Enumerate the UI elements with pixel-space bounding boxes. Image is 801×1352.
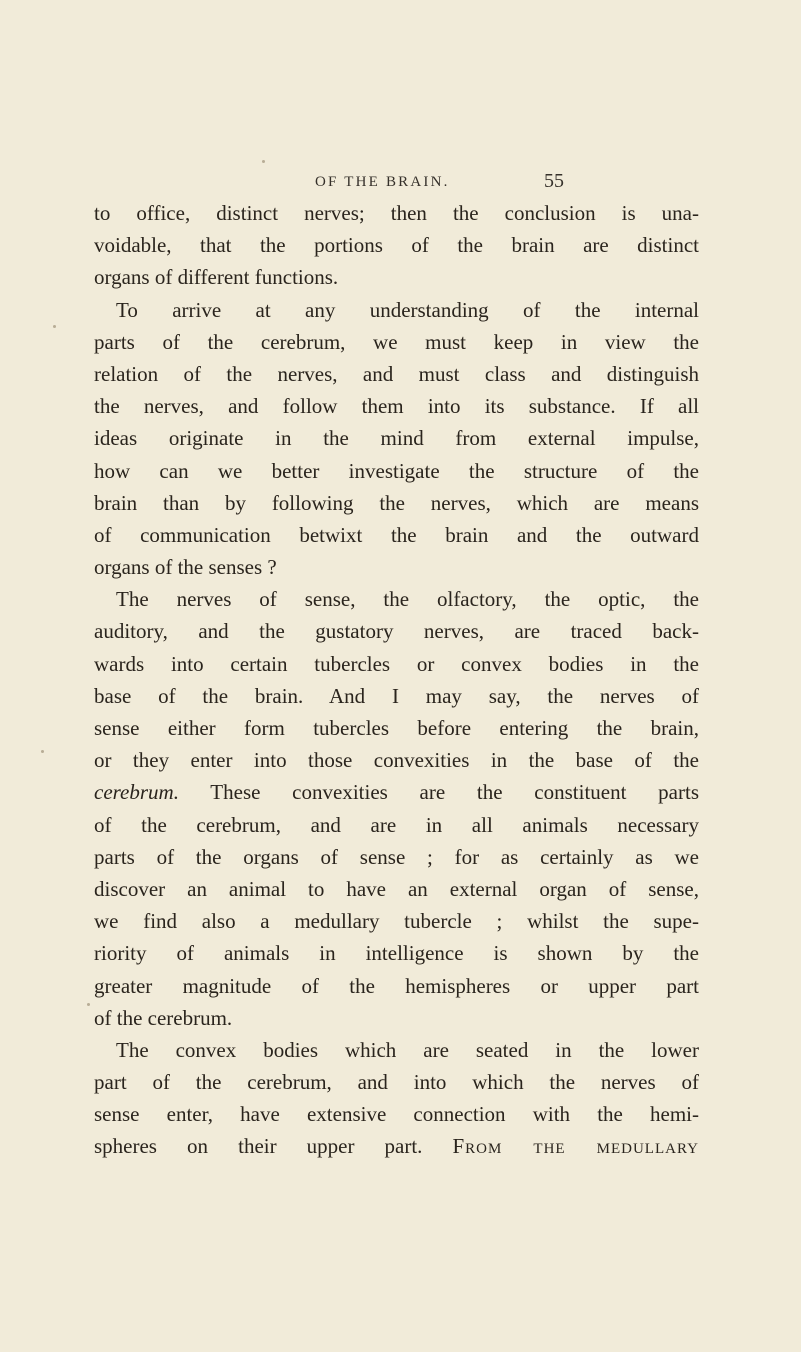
text-line: or they enter into those convexities in the base of the bbox=[94, 748, 699, 773]
text-line: part of the cerebrum, and into which the nerves of bbox=[94, 1070, 699, 1095]
text-line: the nerves, and follow them into its substance. If all bbox=[94, 394, 699, 419]
text-line: auditory, and the gustatory nerves, are traced back- bbox=[94, 619, 699, 644]
text-line: brain than by following the nerves, which are means bbox=[94, 490, 699, 515]
text-line: sense enter, have extensive connection with the hemi- bbox=[94, 1102, 699, 1127]
text-line: organs of the senses ? bbox=[94, 555, 277, 580]
text-line: wards into certain tubercles or convex bodies in the bbox=[94, 651, 699, 676]
text-line: we find also a medullary tubercle ; whilst the supe- bbox=[94, 909, 699, 934]
running-head bbox=[0, 170, 801, 196]
text-line: voidable, that the portions of the brain are distinct bbox=[94, 233, 699, 258]
text-line: The nerves of sense, the olfactory, the optic, the bbox=[116, 587, 699, 612]
text-line: how can we better investigate the structure of the bbox=[94, 458, 699, 483]
text-line: base of the brain. And I may say, the nerves of bbox=[94, 683, 699, 708]
text-line: to office, distinct nerves; then the conclusion is una- bbox=[94, 201, 699, 225]
text-line: parts of the organs of sense ; for as certainly as we bbox=[94, 844, 699, 869]
text-line: spheres on their upper part. From the medullary bbox=[94, 1134, 699, 1159]
text-line: greater magnitude of the hemispheres or upper part bbox=[94, 973, 699, 998]
catchword: From the medullary bbox=[452, 1134, 699, 1159]
text-line: relation of the nerves, and must class and distinguish bbox=[94, 361, 699, 386]
page-number: 55 bbox=[544, 170, 564, 192]
text-line: of the cerebrum. bbox=[94, 1005, 233, 1030]
text-line: of the cerebrum, and are in all animals necessary bbox=[94, 812, 699, 837]
text-line: The convex bodies which are seated in the lower bbox=[116, 1037, 699, 1062]
text-line: parts of the cerebrum, we must keep in view the bbox=[94, 329, 699, 354]
paper-speck bbox=[53, 325, 56, 328]
body-text bbox=[94, 197, 699, 1163]
text-line: discover an animal to have an external organ of sense, bbox=[94, 876, 699, 901]
text-line: riority of animals in intelligence is shown by the bbox=[94, 941, 699, 966]
paper-speck bbox=[87, 1003, 90, 1006]
text-line: ideas originate in the mind from external impulse, bbox=[94, 426, 699, 451]
text-line: of communication betwixt the brain and the outward bbox=[94, 522, 699, 547]
running-title: OF THE BRAIN. bbox=[315, 174, 450, 190]
paper-speck bbox=[262, 160, 265, 163]
text-line: sense either form tubercles before entering the brain, bbox=[94, 716, 699, 740]
text-line: cerebrum. These convexities are the constituent parts bbox=[94, 780, 699, 805]
text-line: organs of different functions. bbox=[94, 265, 339, 290]
italic-term: cerebrum. bbox=[94, 780, 179, 805]
paper-speck bbox=[41, 750, 44, 753]
text-line: To arrive at any understanding of the internal bbox=[116, 297, 699, 322]
